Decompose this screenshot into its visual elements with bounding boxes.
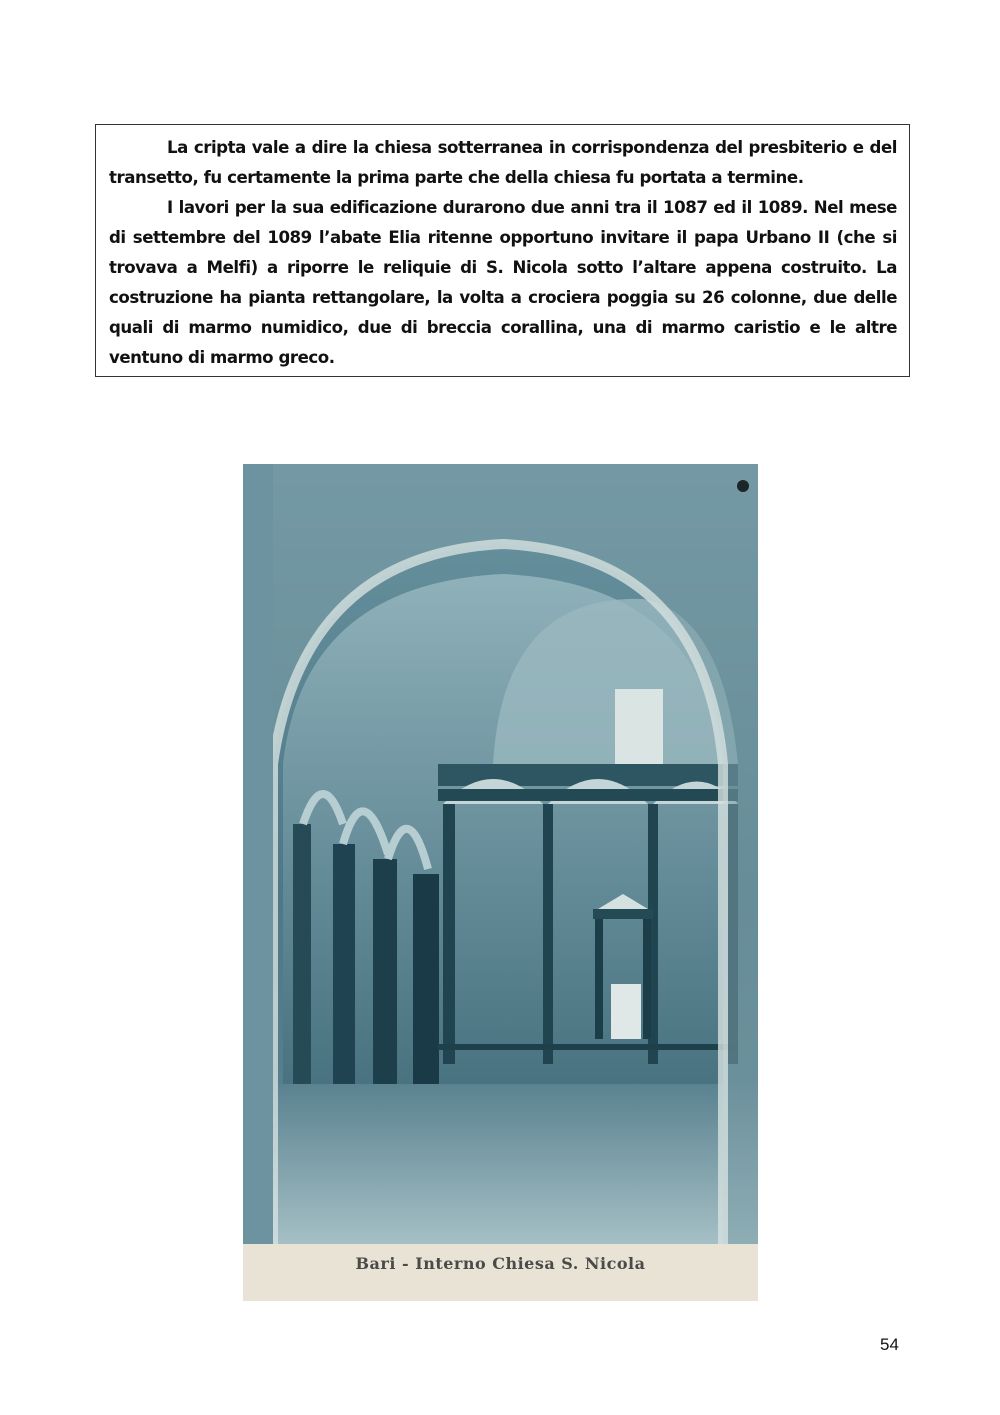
church-interior-illustration [243, 464, 758, 1244]
postcard-image [243, 464, 758, 1301]
postcard-caption: Bari - Interno Chiesa S. Nicola [355, 1254, 646, 1273]
page-number: 54 [880, 1335, 899, 1354]
paragraph-1: La cripta vale a dire la chiesa sotterranea in corrispondenza del presbiterio e del transetto, fu certamente la prima parte che della chiesa fu portata a termine. [109, 138, 897, 187]
text-box [95, 124, 910, 377]
paragraph-2: I lavori per la sua edificazione durarono due anni tra il 1087 ed il 1089. Nel mese di settembre del 1089 l’abate Elia ritenne opportuno invitare il papa Urbano II (che si trovava a Melfi) a riporre le reliquie di S. Nicola sotto l’altare appena costruito. La costruzione ha pianta rettangolare, la volta a crociera poggia su 26 colonne, due delle quali di marmo numidico, due di breccia corallina, una di marmo caristio e le altre ventuno di marmo greco. [109, 198, 897, 367]
